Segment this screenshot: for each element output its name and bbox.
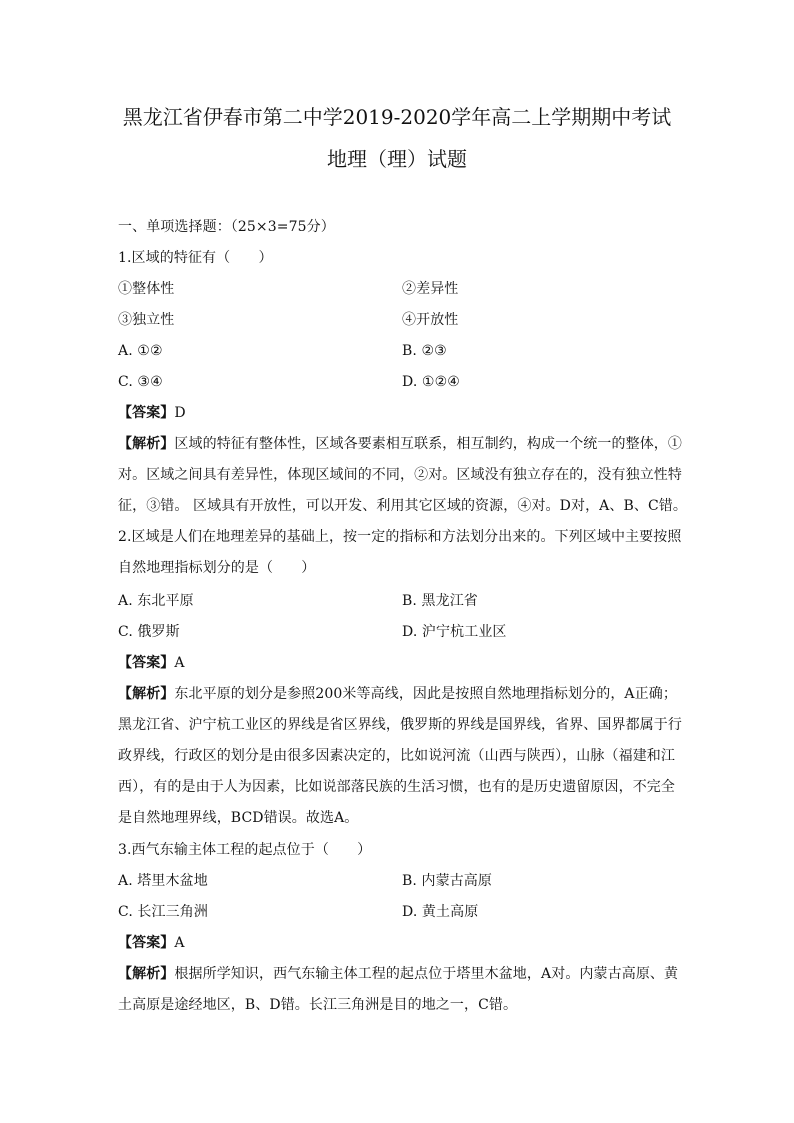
question-3-answer	[118, 933, 678, 953]
analysis-text: 区域的特征有整体性，区域各要素相互联系，相互制约，构成一个统一的整体，①	[174, 436, 683, 452]
option-d: D. 黄土高原	[402, 904, 479, 920]
question-3-analysis-line-1	[118, 964, 678, 984]
option-c: C. 长江三角洲	[118, 904, 208, 920]
option-a: A. ①②	[118, 343, 163, 359]
question-2-answer	[118, 653, 678, 673]
option-b: B. ②③	[402, 343, 447, 359]
answer-label: 【答案】	[118, 655, 175, 671]
document-subtitle: 地理（理）试题	[327, 147, 467, 171]
sub-option: ①整体性	[118, 281, 175, 297]
question-2-analysis-line-3: 政界线，行政区的划分是由很多因素决定的，比如说河流（山西与陕西），山脉（福建和江	[118, 748, 675, 764]
answer-value: D	[174, 405, 186, 421]
section-heading: 一、单项选择题：（25×3=75分）	[118, 219, 335, 235]
answer-value: A	[174, 655, 185, 671]
sub-option: ④开放性	[402, 312, 459, 328]
option-c: C. ③④	[118, 374, 163, 390]
question-1-stem: 1.区域的特征有（ ）	[118, 250, 273, 266]
document-title: 黑龙江省伊春市第二中学2019-2020学年高二上学期期中考试	[122, 105, 672, 129]
analysis-text: 东北平原的划分是参照200米等高线，因此是按照自然地理指标划分的，A正确；	[174, 686, 677, 702]
question-2-stem-line-1: 2.区域是人们在地理差异的基础上，按一定的指标和方法划分出来的。下列区域中主要按照	[118, 529, 682, 545]
option-c: C. 俄罗斯	[118, 624, 180, 640]
option-a: A. 塔里木盆地	[118, 873, 208, 889]
question-3-stem: 3.西气东输主体工程的起点位于（ ）	[118, 842, 372, 858]
sub-option: ③独立性	[118, 312, 175, 328]
question-2-analysis-line-2: 黑龙江省、沪宁杭工业区的界线是省区界线，俄罗斯的界线是国界线，省界、国界都属于行	[118, 717, 682, 733]
answer-label: 【答案】	[118, 405, 175, 421]
option-d: D. ①②④	[402, 374, 460, 390]
option-a: A. 东北平原	[118, 593, 194, 609]
analysis-label: 【解析】	[118, 966, 175, 982]
option-b: B. 黑龙江省	[402, 593, 478, 609]
option-b: B. 内蒙古高原	[402, 873, 492, 889]
analysis-text: 根据所学知识，西气东输主体工程的起点位于塔里木盆地，A对。内蒙古高原、黄	[174, 966, 679, 982]
question-1-analysis-line-1	[118, 434, 683, 454]
option-d: D. 沪宁杭工业区	[402, 624, 507, 640]
question-2-analysis-line-1	[118, 684, 678, 704]
analysis-label: 【解析】	[118, 686, 175, 702]
sub-option: ②差异性	[402, 281, 459, 297]
analysis-label: 【解析】	[118, 436, 175, 452]
question-2-stem-line-2: 自然地理指标划分的是（ ）	[118, 560, 316, 576]
question-1-answer	[118, 403, 678, 423]
question-2-analysis-line-5: 是自然地理界线，BCD错误。故选A。	[118, 810, 359, 826]
answer-label: 【答案】	[118, 935, 175, 951]
question-3-analysis-line-2: 土高原是途经地区，B、D错。长江三角洲是目的地之一，C错。	[118, 997, 518, 1013]
question-1-analysis-line-3: 征，③错。 区域具有开放性，可以开发、利用其它区域的资源，④对。D对，A、B、C错。	[118, 498, 687, 514]
answer-value: A	[174, 935, 185, 951]
question-1-analysis-line-2: 对。区域之间具有差异性，体现区域间的不同，②对。区域没有独立存在的，没有独立性特	[118, 467, 682, 483]
question-2-analysis-line-4: 西），有的是由于人为因素，比如说部落民族的生活习惯，也有的是历史遗留原因，不完全	[118, 779, 675, 795]
